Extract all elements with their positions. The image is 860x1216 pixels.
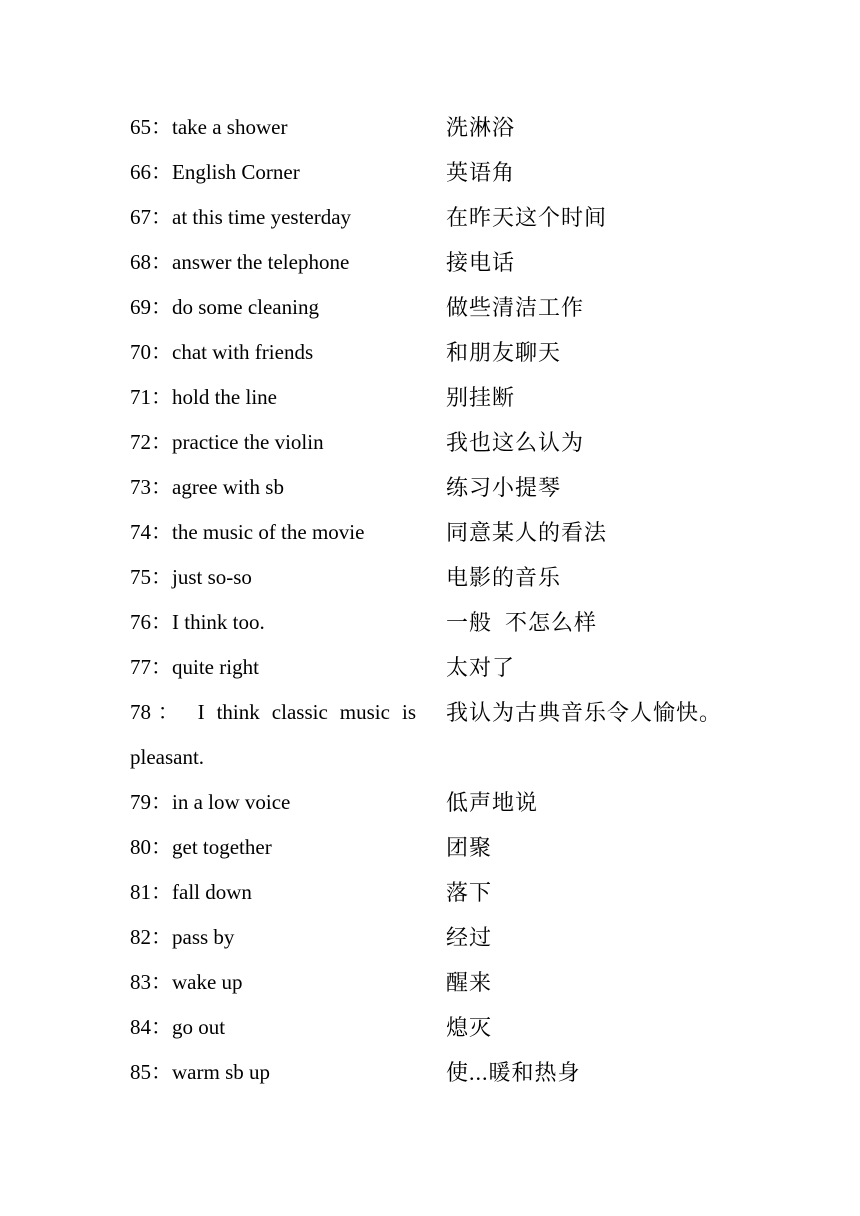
phrase-row	[130, 1050, 770, 1095]
phrase-row	[130, 510, 770, 555]
phrase-english: 66：English Corner	[130, 160, 300, 184]
phrase-english: 78： I think classic music is pleasant.	[130, 700, 416, 769]
phrase-row	[130, 105, 770, 150]
phrase-chinese: 同意某人的看法	[446, 520, 608, 545]
phrase-english: 76：I think too.	[130, 610, 265, 634]
phrase-row	[130, 690, 770, 780]
phrase-chinese: 太对了	[446, 655, 516, 680]
phrase-row	[130, 150, 770, 195]
phrase-chinese: 我也这么认为	[446, 430, 585, 455]
phrase-english: 74：the music of the movie	[130, 520, 365, 544]
phrase-row	[130, 915, 770, 960]
phrase-row	[130, 1005, 770, 1050]
phrase-chinese: 使...暖和热身	[446, 1060, 581, 1085]
phrase-chinese: 洗淋浴	[446, 115, 516, 140]
phrase-chinese: 落下	[446, 880, 493, 905]
phrase-english: 70：chat with friends	[130, 340, 314, 364]
phrase-chinese: 电影的音乐	[446, 565, 562, 590]
phrase-row	[130, 330, 770, 375]
phrase-chinese: 低声地说	[446, 790, 539, 815]
phrase-english: 71：hold the line	[130, 385, 277, 409]
phrase-row	[130, 870, 770, 915]
phrase-chinese: 英语角	[446, 160, 516, 185]
phrase-english: 79：in a low voice	[130, 790, 291, 814]
phrase-english: 84：go out	[130, 1015, 226, 1039]
phrase-chinese: 和朋友聊天	[446, 340, 562, 365]
phrase-row	[130, 195, 770, 240]
phrase-chinese: 别挂断	[446, 385, 516, 410]
phrase-row	[130, 600, 770, 645]
phrase-chinese: 练习小提琴	[446, 475, 562, 500]
phrase-chinese: 做些清洁工作	[446, 295, 585, 320]
phrase-english: 69：do some cleaning	[130, 295, 319, 319]
phrase-list	[130, 105, 770, 1095]
phrase-chinese: 我认为古典音乐令人愉快。	[446, 700, 723, 725]
phrase-row	[130, 285, 770, 330]
phrase-row	[130, 555, 770, 600]
phrase-row	[130, 420, 770, 465]
phrase-chinese: 熄灭	[446, 1015, 493, 1040]
phrase-row	[130, 960, 770, 1005]
phrase-chinese: 醒来	[446, 970, 493, 995]
phrase-chinese: 接电话	[446, 250, 516, 275]
phrase-chinese: 在昨天这个时间	[446, 205, 608, 230]
phrase-row	[130, 825, 770, 870]
phrase-english: 68：answer the telephone	[130, 250, 350, 274]
phrase-row	[130, 375, 770, 420]
phrase-row	[130, 780, 770, 825]
phrase-chinese: 团聚	[446, 835, 493, 860]
phrase-english: 65：take a shower	[130, 115, 288, 139]
phrase-english: 81：fall down	[130, 880, 252, 904]
phrase-english: 72：practice the violin	[130, 430, 324, 454]
phrase-english: 75：just so-so	[130, 565, 252, 589]
phrase-chinese: 经过	[446, 925, 493, 950]
phrase-row	[130, 465, 770, 510]
phrase-english: 73：agree with sb	[130, 475, 284, 499]
phrase-chinese: 一般 不怎么样	[446, 610, 598, 635]
phrase-english: 77：quite right	[130, 655, 259, 679]
phrase-row	[130, 240, 770, 285]
phrase-english: 83：wake up	[130, 970, 243, 994]
phrase-row	[130, 645, 770, 690]
phrase-english: 82：pass by	[130, 925, 235, 949]
phrase-english: 67：at this time yesterday	[130, 205, 352, 229]
phrase-english: 80：get together	[130, 835, 272, 859]
phrase-english: 85：warm sb up	[130, 1060, 270, 1084]
